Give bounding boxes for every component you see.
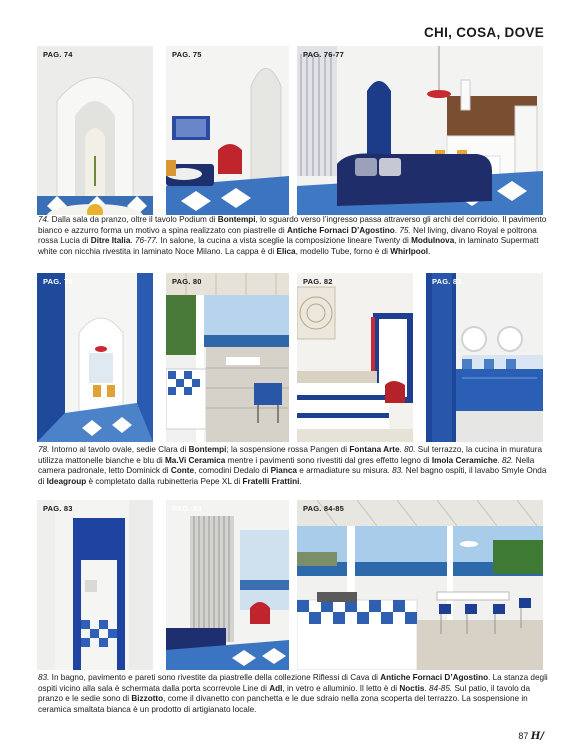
caption-text: Sul terrazzo, la cucina in muratura utilizza mattonelle bianche e blu di (38, 445, 543, 465)
brand-name: Conte (170, 466, 195, 476)
caption-text: è completato dalla rubinetteria Pepe XL di (86, 477, 243, 487)
brand-name: Elica (276, 247, 296, 257)
photo-pag-78 (37, 273, 153, 442)
photo-pag-82 (297, 273, 413, 442)
caption-text: , in vetro e alluminio. Il letto è di (282, 683, 400, 693)
caption-text: ; la sospensione rossa Pangen di (226, 445, 350, 454)
brand-name: Pianca (270, 466, 297, 476)
caption-text: Nella camera padronale, letto Dominick di (38, 455, 535, 476)
caption-text: In bagno, pavimento e pareti sono rivestite da piastrelle della collezione Riflessi di Cava di (49, 673, 381, 682)
caption-block-3 (38, 673, 548, 716)
photo-pag-74 (37, 46, 153, 215)
caption-text: . (424, 683, 429, 693)
page-tag: PAG. 76-77 (303, 50, 345, 59)
brand-name: Bontempi (188, 445, 227, 454)
caption-text: , lo sguardo verso l’ingresso passa attraverso gli archi del corridoio. Il pavimento bianco e azzurro forma un motivo a spina realizzato con piastrelle di (38, 215, 547, 235)
brand-name: Antiche Fornaci D’Agostino (286, 225, 395, 235)
caption-ref: 80. (404, 445, 416, 454)
caption-text: , comodini Dedalo di (194, 466, 271, 476)
magazine-logo: H/ (530, 731, 544, 742)
caption-ref: 78. (38, 445, 50, 454)
caption-ref: 84-85. (428, 683, 453, 693)
caption-ref: 82. (501, 455, 514, 465)
caption-text: Nel bagno ospiti, il lavabo Smyle Onda di (38, 466, 547, 487)
caption-text: . (497, 455, 502, 465)
caption-text: Dalla sala da pranzo, oltre il tavolo Podium di (49, 215, 218, 224)
caption-block-1 (38, 215, 548, 258)
brand-name: Adl (269, 683, 283, 693)
page-tag: PAG. 82 (303, 277, 333, 286)
caption-text: , in laminato Supermatt white con nicchia rivestita in laminato Noce Milano. La cappa è di (38, 236, 539, 257)
caption-ref: 83. (38, 673, 50, 682)
page-tag: PAG. 84-85 (303, 504, 345, 513)
brand-name: Imola Ceramiche (431, 455, 498, 465)
photo-pag-76-77 (297, 46, 543, 215)
caption-ref: 74. (38, 215, 50, 224)
caption-text: . (299, 477, 302, 487)
caption-text: . (428, 247, 431, 257)
photo-pag-75 (166, 46, 289, 215)
brand-name: Bontempi (217, 215, 256, 224)
caption-text: Sul patio, il tavolo da pranzo e le sedie sono di (38, 683, 531, 704)
brand-name: Noctis (399, 683, 425, 693)
caption-text: . (394, 225, 400, 235)
section-title: CHI, COSA, DOVE (423, 25, 544, 40)
page-tag: PAG. 74 (43, 50, 73, 59)
brand-name: Fratelli Frattini (242, 477, 300, 487)
page-tag: PAG. 83 (43, 504, 73, 513)
caption-text: , modello Tube, forno è di (295, 247, 391, 257)
brand-name: Bizzotto (131, 694, 164, 704)
caption-text: . (130, 236, 135, 246)
brand-name: Modulnova (411, 236, 455, 246)
page-number: 87 (518, 731, 529, 741)
brand-name: Ditre Italia (90, 236, 131, 246)
caption-text: Nel living, divano Royal e poltrona rossa Lucia di (38, 225, 537, 246)
caption-text: , come il divanetto con panchetta e le due sdraio nella zona scoperta del terrazzo. La sospensione in ceramica smaltata bianca è un prodotto di artigianato locale. (38, 694, 528, 715)
caption-text: e armadiature su misura. (296, 466, 393, 476)
caption-ref: 75. (399, 225, 411, 235)
photo-pag-83-bathroom (37, 500, 153, 670)
brand-name: Ideagroup (46, 477, 87, 487)
caption-text: . La stanza degli ospiti vicino alla sala è schermata dalla porta scorrevole Line di (38, 673, 548, 693)
page-tag: PAG. 75 (172, 50, 202, 59)
caption-text: . (399, 445, 405, 454)
page-tag: PAG. 80 (172, 277, 202, 286)
brand-name: Fontana Arte (349, 445, 400, 454)
brand-name: Whirlpool (390, 247, 429, 257)
brand-name: Antiche Fornaci D’Agostino (380, 673, 489, 682)
caption-text: mentre i pavimenti sono rivestiti dal gres effetto legno di (225, 455, 432, 465)
photo-pag-83-bathroom-guest (426, 273, 543, 442)
brand-name: Ma.Vi Ceramica (164, 455, 226, 465)
caption-ref: 83. (392, 466, 404, 476)
page-footer (518, 731, 544, 742)
photo-pag-83-guest-room (166, 500, 289, 670)
photo-pag-84-85 (297, 500, 543, 670)
caption-text: Intorno al tavolo ovale, sedie Clara di (49, 445, 189, 454)
page-tag: PAG. 83 (432, 277, 462, 286)
caption-text: In salone, la cucina a vista sceglie la composizione lineare Twenty di (158, 236, 412, 246)
photo-pag-80 (166, 273, 289, 442)
page-tag: PAG. 83 (172, 504, 202, 513)
page-tag: PAG. 78 (43, 277, 73, 286)
caption-block-2 (38, 445, 548, 488)
caption-ref: 76-77. (134, 236, 159, 246)
